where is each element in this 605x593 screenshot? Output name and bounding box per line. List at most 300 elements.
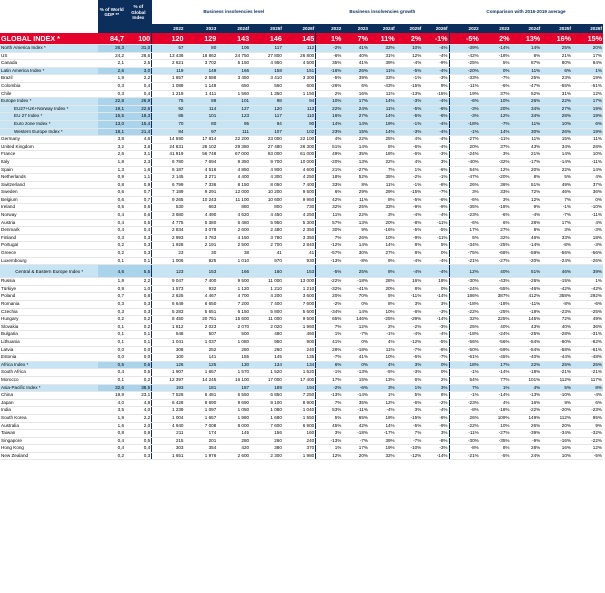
comparison-cell: 225% — [480, 316, 511, 324]
comparison-cell: 46% — [541, 265, 572, 278]
global-share-cell: 0,5 — [125, 219, 152, 227]
row-label: Ireland — [0, 204, 98, 212]
table-row — [0, 189, 603, 197]
comparison-cell: 10% — [541, 120, 572, 128]
comparison-cell: -59% — [511, 250, 542, 258]
global-share-cell: 31,0 — [125, 45, 152, 53]
row-label: United Kingdom — [0, 143, 98, 151]
growth-cell: 14% — [369, 113, 396, 121]
table-row — [0, 128, 603, 136]
growth-cell: 4% — [396, 136, 423, 144]
comparison-cell: -14% — [511, 242, 542, 250]
level-cell: 8 690 — [184, 399, 217, 407]
row-label: Bulgaria — [0, 331, 98, 339]
growth-cell: 11% — [369, 105, 396, 113]
global-share-cell: 2,3 — [125, 158, 152, 166]
level-cell: 2 023 — [184, 323, 217, 331]
comparison-cell: 10% — [541, 452, 572, 460]
level-cell: 194 — [283, 384, 316, 392]
level-cell: 1 150 — [283, 90, 316, 98]
growth-cell: 20% — [369, 219, 396, 227]
level-cell: 9 100 — [250, 399, 283, 407]
comparison-cell: -58% — [541, 346, 572, 354]
comparison-cell: -11% — [572, 158, 603, 166]
growth-cell: 6% — [396, 376, 423, 384]
comparison-cell: -40% — [511, 354, 542, 362]
level-cell: 7 600 — [283, 301, 316, 309]
growth-cell: -5% — [422, 338, 449, 346]
growth-cell: -1% — [369, 331, 396, 339]
comparison-cell: -3% — [572, 227, 603, 235]
level-cell: 4 950 — [250, 60, 283, 68]
table-row — [0, 376, 603, 384]
level-cell: 548 — [152, 331, 185, 339]
growth-cell: 57% — [316, 219, 343, 227]
level-cell: 6 649 — [152, 301, 185, 309]
level-cell: 201 — [184, 437, 217, 445]
comparison-cell: 1% — [480, 384, 511, 392]
level-cell: 252 — [184, 346, 217, 354]
growth-cell: 12% — [369, 399, 396, 407]
comparison-cell: -60% — [541, 338, 572, 346]
level-cell: 119 — [152, 67, 185, 75]
comparison-cell: -14% — [541, 158, 572, 166]
growth-cell: 29% — [342, 189, 369, 197]
growth-cell: 21% — [316, 166, 343, 174]
level-cell: 4 620 — [217, 212, 250, 220]
gdp-share-cell: 0,8 — [98, 430, 125, 438]
comparison-cell: 0% — [572, 196, 603, 204]
growth-cell: 14% — [342, 120, 369, 128]
global-share-cell: 1,6 — [125, 166, 152, 174]
level-cell: 29 380 — [217, 143, 250, 151]
level-cell: 125 — [184, 361, 217, 369]
comparison-cell: 43% — [511, 323, 542, 331]
header-level: Business insolvencies level — [152, 0, 316, 25]
comparison-cell: 28% — [541, 113, 572, 121]
comparison-cell: 30% — [511, 128, 542, 136]
table-row — [0, 219, 603, 227]
comparison-cell: -10% — [541, 392, 572, 400]
comparison-cell: 387% — [480, 293, 511, 301]
row-label: Singapore — [0, 437, 98, 445]
level-cell: 6 780 — [152, 158, 185, 166]
row-label: Morocco — [0, 376, 98, 384]
level-cell: 308 — [152, 346, 185, 354]
row-label: Russia — [0, 278, 98, 286]
growth-cell: 25% — [369, 136, 396, 144]
row-label: Estonia — [0, 354, 98, 362]
comparison-cell: 6% — [572, 120, 603, 128]
level-cell: 354 — [184, 445, 217, 453]
growth-cell: 17% — [316, 376, 343, 384]
row-label: Austria — [0, 219, 98, 227]
level-cell: 2 480 — [250, 227, 283, 235]
growth-cell: 8% — [342, 181, 369, 189]
level-cell: 160 — [250, 265, 283, 278]
row-label: South Korea — [0, 414, 98, 422]
row-label: Norway — [0, 212, 98, 220]
row-label: Hong Kong — [0, 445, 98, 453]
global-share-cell: 28,6 — [125, 52, 152, 60]
comparison-cell: -24% — [449, 285, 480, 293]
growth-cell: 7% — [316, 323, 343, 331]
comparison-cell: -26% — [572, 257, 603, 265]
level-cell: 2 500 — [217, 242, 250, 250]
comparison-cell: -18% — [480, 301, 511, 309]
growth-cell: -11% — [422, 234, 449, 242]
level-cell: 1 573 — [152, 285, 185, 293]
global-share-cell: 4,0 — [125, 407, 152, 415]
growth-cell: 3% — [396, 407, 423, 415]
table-row — [0, 151, 603, 159]
comparison-cell: -11% — [572, 212, 603, 220]
growth-cell: 11% — [369, 67, 396, 75]
gdp-share-cell: 0,4 — [98, 445, 125, 453]
level-cell: 6 850 — [250, 392, 283, 400]
level-cell: 1 520 — [250, 369, 283, 377]
level-cell: 2 300 — [250, 452, 283, 460]
growth-cell: 17% — [342, 445, 369, 453]
level-cell: 1 148 — [184, 82, 217, 90]
growth-cell: 23% — [316, 128, 343, 136]
growth-cell: -57% — [316, 250, 343, 258]
growth-cell: 4% — [316, 136, 343, 144]
growth-cell: -5% — [396, 67, 423, 75]
row-label: Türkiye — [0, 285, 98, 293]
level-cell: 6 799 — [152, 181, 185, 189]
growth-cell: -27% — [342, 166, 369, 174]
level-cell: 3 300 — [283, 75, 316, 83]
level-cell: 156 — [250, 430, 283, 438]
comparison-cell: 64% — [572, 60, 603, 68]
gdp-share-cell: 1,8 — [98, 158, 125, 166]
global-share-cell: 0,1 — [125, 338, 152, 346]
growth-cell: 14% — [342, 143, 369, 151]
level-cell: 380 — [250, 445, 283, 453]
level-cell: 1 040 — [283, 407, 316, 415]
level-cell: 1 857 — [152, 75, 185, 83]
global-share-cell: 1,1 — [125, 174, 152, 182]
level-cell: 925 — [184, 257, 217, 265]
row-label: Germany — [0, 136, 98, 144]
comparison-cell: 11% — [511, 120, 542, 128]
growth-cell: 19% — [369, 120, 396, 128]
level-cell: 6 150 — [217, 308, 250, 316]
comparison-cell: 25% — [511, 75, 542, 83]
level-cell: 880 — [217, 204, 250, 212]
comparison-cell: 117% — [572, 376, 603, 384]
comparison-cell: -47% — [511, 82, 542, 90]
row-label: China — [0, 392, 98, 400]
global-share-cell: 0,6 — [125, 212, 152, 220]
comparison-cell: 28% — [572, 143, 603, 151]
level-cell: 1 210 — [283, 285, 316, 293]
growth-cell: 14% — [369, 422, 396, 430]
comparison-cell: 12% — [572, 445, 603, 453]
level-cell: 5 150 — [217, 60, 250, 68]
growth-cell: -12% — [396, 338, 423, 346]
comparison-cell: -13% — [511, 392, 542, 400]
comparison-cell: 34% — [511, 105, 542, 113]
level-cell: 158 — [250, 67, 283, 75]
row-label: Denmark — [0, 227, 98, 235]
growth-cell: -14% — [342, 392, 369, 400]
growth-cell: 39% — [369, 60, 396, 68]
growth-cell: 12% — [396, 52, 423, 60]
comparison-cell: 36% — [572, 323, 603, 331]
level-cell: 153 — [184, 265, 217, 278]
comparison-cell: 25% — [572, 361, 603, 369]
growth-cell: -11% — [422, 219, 449, 227]
header-growth: Business insolvencies growth — [316, 0, 449, 25]
growth-cell: 7% — [316, 399, 343, 407]
level-cell: 23 000 — [250, 136, 283, 144]
comparison-cell: 52% — [511, 90, 542, 98]
comparison-cell: -55% — [541, 82, 572, 90]
growth-cell: 18% — [316, 174, 343, 182]
level-cell: 155 — [217, 354, 250, 362]
gdp-share-cell: 4,6 — [98, 265, 125, 278]
level-cell: 41 919 — [152, 151, 185, 159]
row-label: Europe Index * — [0, 98, 98, 106]
comparison-cell: -16% — [541, 437, 572, 445]
year-header-level-3: 2025f — [250, 25, 283, 34]
row-label: Switzerland — [0, 181, 98, 189]
row-label: Australia — [0, 422, 98, 430]
level-cell: 1 520 — [283, 369, 316, 377]
global-share-cell: 0,1 — [125, 331, 152, 339]
growth-cell: 17% — [342, 98, 369, 106]
comparison-cell: 46% — [541, 189, 572, 197]
table-row — [0, 136, 603, 144]
growth-cell: 32% — [316, 204, 343, 212]
level-cell: 61 000 — [283, 151, 316, 159]
level-cell: 75 — [152, 98, 185, 106]
growth-cell: -9% — [422, 60, 449, 68]
year-header-level-1: 2023 — [184, 25, 217, 34]
comparison-cell: -30% — [449, 278, 480, 286]
gdp-share-cell: 0,3 — [98, 308, 125, 316]
comparison-cell: -48% — [572, 354, 603, 362]
comparison-cell: -42% — [541, 285, 572, 293]
level-cell: 160 — [283, 430, 316, 438]
comparison-cell: -27% — [480, 430, 511, 438]
growth-cell: 33% — [316, 181, 343, 189]
comparison-cell: -17% — [511, 158, 542, 166]
comparison-cell: -4% — [572, 392, 603, 400]
gdp-share-cell: 0,3 — [98, 82, 125, 90]
level-cell: 7 008 — [184, 422, 217, 430]
global-share-cell: 0,3 — [125, 234, 152, 242]
comparison-cell: 11% — [572, 136, 603, 144]
comparison-cell: 26% — [449, 181, 480, 189]
row-label: Spain — [0, 166, 98, 174]
comparison-cell: -3% — [572, 242, 603, 250]
growth-cell: 26% — [342, 234, 369, 242]
growth-cell: 27% — [369, 250, 396, 258]
comparison-cell: -18% — [449, 120, 480, 128]
growth-cell: 11% — [369, 33, 396, 45]
row-label: Western Europe Index * — [0, 128, 98, 136]
growth-cell: 6% — [316, 361, 343, 369]
global-share-cell: 18,3 — [125, 113, 152, 121]
level-cell: 2 621 — [152, 60, 185, 68]
growth-cell: 10% — [369, 308, 396, 316]
table-row — [0, 143, 603, 151]
table-row — [0, 323, 603, 331]
global-share-cell: 0,2 — [125, 376, 152, 384]
comparison-cell: 8% — [480, 445, 511, 453]
level-cell: 187 — [217, 384, 250, 392]
level-cell: 3 350 — [283, 234, 316, 242]
comparison-cell: 20% — [511, 166, 542, 174]
level-cell: 2 070 — [217, 323, 250, 331]
level-cell: 9 700 — [250, 158, 283, 166]
growth-cell: -8% — [422, 437, 449, 445]
growth-cell: 39% — [369, 437, 396, 445]
comparison-cell: 14% — [572, 166, 603, 174]
comparison-cell: -18% — [480, 407, 511, 415]
growth-cell: 6% — [342, 82, 369, 90]
comparison-cell: 27% — [480, 227, 511, 235]
growth-cell: 10% — [316, 98, 343, 106]
growth-cell: -2% — [422, 399, 449, 407]
growth-cell: 12% — [342, 323, 369, 331]
comparison-cell: -20% — [541, 407, 572, 415]
global-share-cell: 0,3 — [125, 242, 152, 250]
growth-cell: -8% — [342, 257, 369, 265]
level-cell: 145 — [283, 33, 316, 45]
comparison-cell: -59% — [480, 346, 511, 354]
comparison-cell: -25% — [480, 308, 511, 316]
level-cell: 27 800 — [250, 52, 283, 60]
gdp-share-cell: 0,5 — [98, 204, 125, 212]
level-cell: 4 516 — [184, 166, 217, 174]
level-cell: 7 336 — [184, 181, 217, 189]
growth-cell: 53% — [316, 407, 343, 415]
comparison-cell: 4% — [572, 219, 603, 227]
comparison-cell: 12% — [511, 196, 542, 204]
comparison-cell: -21% — [541, 369, 572, 377]
growth-cell: 0% — [422, 361, 449, 369]
comparison-cell: 5% — [480, 60, 511, 68]
table-row — [0, 52, 603, 60]
comparison-cell: -56% — [449, 338, 480, 346]
growth-cell: -6% — [422, 113, 449, 121]
level-cell: 5 283 — [152, 308, 185, 316]
growth-cell: -20% — [316, 158, 343, 166]
level-cell: 600 — [283, 82, 316, 90]
level-cell: 420 — [217, 445, 250, 453]
comparison-cell: 8% — [572, 384, 603, 392]
comparison-cell: -50% — [449, 346, 480, 354]
growth-cell: 32% — [369, 452, 396, 460]
comparison-cell: 5% — [541, 384, 572, 392]
gdp-share-cell: 0,3 — [98, 301, 125, 309]
growth-cell: -6% — [316, 52, 343, 60]
level-cell: 80 — [184, 120, 217, 128]
comparison-cell: 20% — [449, 143, 480, 151]
growth-cell: 6% — [316, 189, 343, 197]
comparison-cell: 8% — [511, 174, 542, 182]
growth-cell: 10% — [369, 354, 396, 362]
comparison-cell: -39% — [449, 45, 480, 53]
level-cell: 800 — [250, 204, 283, 212]
growth-cell: 14% — [342, 242, 369, 250]
comparison-cell: 51% — [511, 181, 542, 189]
level-cell: 67 000 — [217, 151, 250, 159]
level-cell: 15 600 — [217, 316, 250, 324]
table-row — [0, 361, 603, 369]
table-row — [0, 301, 603, 309]
level-cell: 1 657 — [184, 414, 217, 422]
comparison-cell: -8% — [449, 407, 480, 415]
comparison-cell: 51% — [511, 265, 542, 278]
comparison-cell: 19% — [572, 75, 603, 83]
growth-cell: -7% — [342, 331, 369, 339]
growth-cell: -7% — [422, 189, 449, 197]
comparison-cell: -5% — [480, 452, 511, 460]
level-cell: 7 189 — [152, 189, 185, 197]
comparison-cell: 11% — [511, 136, 542, 144]
growth-cell: 5% — [422, 242, 449, 250]
level-cell: 2 700 — [250, 242, 283, 250]
level-cell: 129 — [184, 33, 217, 45]
global-share-cell: 0,6 — [125, 204, 152, 212]
gdp-share-cell: 0,1 — [98, 331, 125, 339]
level-cell: 101 — [217, 98, 250, 106]
header-comparison: Comparison with 2016-2019 average — [449, 0, 603, 25]
growth-cell: 26% — [342, 67, 369, 75]
comparison-cell: -11% — [449, 82, 480, 90]
growth-cell: 22% — [342, 212, 369, 220]
growth-cell: -2% — [316, 45, 343, 53]
comparison-cell: 112% — [541, 414, 572, 422]
growth-cell: -2% — [316, 301, 343, 309]
global-share-cell: 0,4 — [125, 90, 152, 98]
level-cell: 9 350 — [217, 158, 250, 166]
level-cell: 146 — [250, 33, 283, 45]
gdp-share-cell: 32,6 — [98, 384, 125, 392]
comparison-cell: -6% — [480, 82, 511, 90]
comparison-cell: -31% — [572, 331, 603, 339]
growth-cell: -13% — [316, 392, 343, 400]
level-cell: 26 300 — [283, 143, 316, 151]
comparison-cell: -34% — [449, 242, 480, 250]
level-cell: 18 862 — [184, 52, 217, 60]
comparison-cell: -1% — [449, 392, 480, 400]
table-row — [0, 407, 603, 415]
comparison-cell: 33% — [541, 234, 572, 242]
growth-cell: 14% — [342, 308, 369, 316]
growth-cell: -7% — [342, 437, 369, 445]
level-cell: 7 600 — [250, 422, 283, 430]
growth-cell: -6% — [422, 196, 449, 204]
table-row — [0, 105, 603, 113]
level-cell: 126 — [152, 361, 185, 369]
growth-cell: -4% — [422, 212, 449, 220]
level-cell: 663 — [184, 204, 217, 212]
growth-cell: 14% — [369, 128, 396, 136]
comparison-cell: -45% — [480, 354, 511, 362]
level-cell: 166 — [217, 67, 250, 75]
gdp-share-cell: 0,9 — [98, 285, 125, 293]
comparison-cell: -25% — [511, 331, 542, 339]
growth-cell: 22% — [316, 105, 343, 113]
growth-cell: -22% — [316, 278, 343, 286]
row-label: Africa Index * — [0, 361, 98, 369]
